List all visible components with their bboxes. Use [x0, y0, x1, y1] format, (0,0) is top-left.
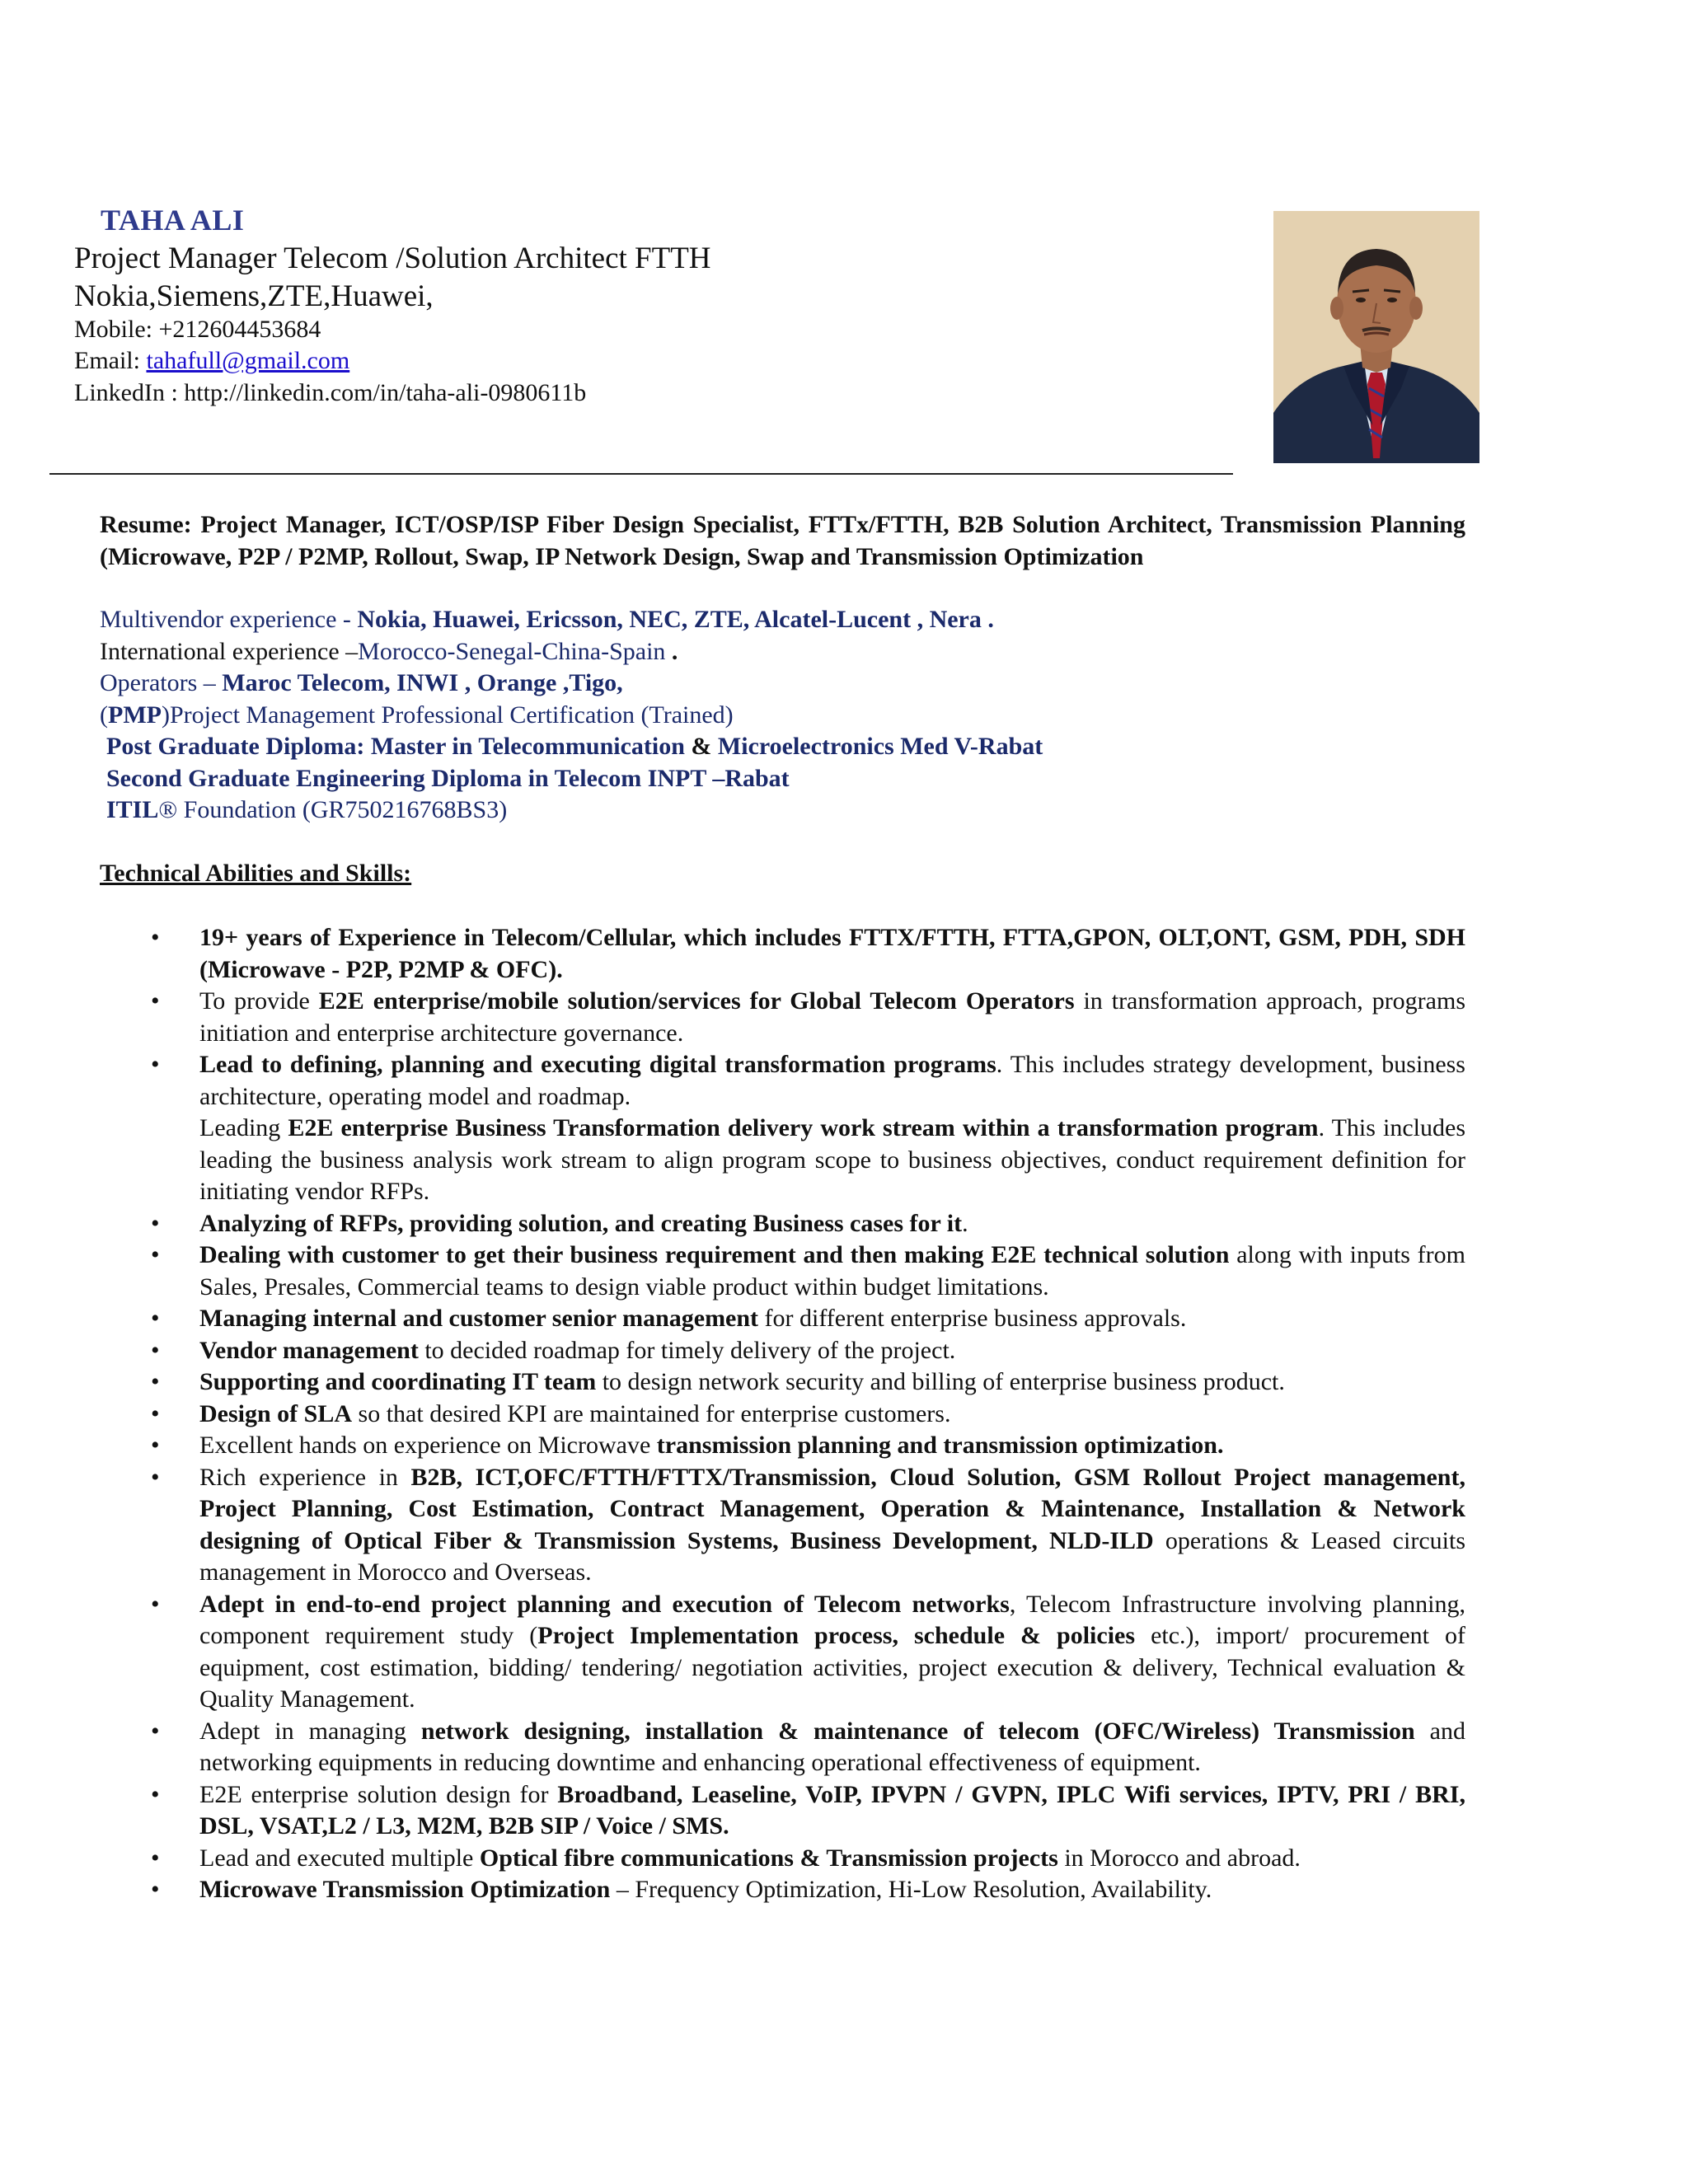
skill-text: . This includes leading the business analysis work stream to align program scope to business objectives, conduct requirement definition for initiating vendor RFPs.	[199, 1114, 1465, 1205]
diploma-master-amp: &	[684, 733, 718, 760]
skill-text: 19+ years of Experience in Telecom/Cellular, which includes FTTX/FTTH, FTTA,GPON, OLT,ONT, GSM, PDH, SDH (Microwave - P2P, P2MP & OFC).	[199, 924, 1465, 983]
skill-item	[100, 1462, 1465, 1589]
skill-text: Adept in end-to-end project planning and execution of Telecom networks	[199, 1590, 1010, 1618]
skill-text: Rich experience in	[199, 1463, 411, 1491]
pmp-text: )Project Management Professional Certification (Trained)	[161, 701, 734, 729]
skills-list	[100, 922, 1465, 1906]
skill-text: etc.), import/ procurement of equipment, cost estimation, bidding/ tendering/ negotiation activities, project execution & delivery, Technical evaluation & Quality Management.	[199, 1622, 1466, 1713]
skill-item	[100, 1049, 1465, 1113]
diploma-master	[100, 731, 1465, 763]
skill-item	[100, 986, 1465, 1049]
diploma-master-text: Post Graduate Diploma: Master in Telecommunication	[106, 733, 685, 760]
skill-item	[100, 1303, 1465, 1335]
skill-text: Design of SLA	[199, 1399, 353, 1427]
pmp-abbr: PMP	[108, 701, 162, 729]
email-label: Email:	[74, 347, 147, 374]
multivendor-label: Multivendor experience -	[100, 606, 358, 633]
skill-text: Lead and executed multiple	[199, 1844, 480, 1872]
skill-text: Vendor management	[199, 1336, 419, 1364]
skill-text: B2B, ICT,OFC/FTTH/FTTX/Transmission, Cloud Solution, GSM Rollout Project management, Project Planning, Cost Estimation, Contract Management, Operation & Maintenance, Installation & Network designing of Optical Fiber & Transmission Systems, Business Development, NLD-ILD	[199, 1463, 1465, 1554]
skill-item	[100, 1335, 1465, 1367]
resume-summary: Resume: Project Manager, ICT/OSP/ISP Fiber Design Specialist, FTTx/FTTH, B2B Solution Architect, Transmission Planning (Microwave, P2P / P2MP, Rollout, Swap, IP Network Design, Swap and Transmission Optimization	[100, 511, 1465, 570]
skill-text: Excellent hands on experience on Microwave	[199, 1432, 657, 1459]
linkedin-url: LinkedIn : http://linkedin.com/in/taha-ali-0980611b	[74, 379, 587, 406]
skill-text: Leading	[199, 1114, 288, 1141]
skill-item	[100, 1843, 1465, 1875]
skill-item	[100, 1779, 1465, 1843]
job-title: Project Manager Telecom /Solution Architect FTTH	[74, 241, 711, 275]
skill-text: so that desired KPI are maintained for enterprise customers.	[352, 1399, 951, 1427]
multivendor-line	[100, 604, 1465, 636]
skill-text: E2E enterprise solution design for	[199, 1780, 558, 1808]
skill-item	[100, 1716, 1465, 1779]
skill-text: operations & Leased circuits management in Morocco and Overseas.	[199, 1526, 1465, 1586]
diploma-master-end: Microelectronics Med V-Rabat	[717, 733, 1043, 760]
skill-text: in transformation approach, programs initiation and enterprise architecture governance.	[199, 987, 1465, 1047]
email-line	[74, 347, 349, 375]
skill-text: to decided roadmap for timely delivery of the project.	[418, 1336, 956, 1364]
skill-item	[100, 1366, 1465, 1399]
skill-item	[100, 922, 1465, 986]
skill-text: .	[962, 1209, 968, 1237]
skill-item	[100, 1240, 1465, 1303]
skill-item	[100, 1430, 1465, 1462]
skill-text: To provide	[199, 987, 319, 1015]
vendor-list: Nokia,Siemens,ZTE,Huawei,	[74, 279, 434, 313]
skill-text: along with inputs from Sales, Presales, Commercial teams to design viable product within budget limitations.	[199, 1241, 1465, 1301]
mobile-number: Mobile: +212604453684	[74, 316, 321, 343]
skill-text: to design network security and billing of enterprise business product.	[596, 1368, 1285, 1395]
skill-text: Analyzing of RFPs, providing solution, and creating Business cases for it	[199, 1209, 963, 1237]
email-link[interactable]: tahafull@gmail.com	[146, 347, 350, 374]
skill-text: – Frequency Optimization, Hi-Low Resolution, Availability.	[610, 1876, 1212, 1903]
skill-text: , Telecom Infrastructure involving planning, component requirement study (	[199, 1590, 1465, 1649]
pmp-line	[100, 700, 1465, 732]
skill-text: . This includes strategy development, business architecture, operating model and roadmap.	[199, 1051, 1465, 1110]
skill-text: Lead to defining, planning and executing digital transformation programs	[199, 1051, 996, 1078]
international-label: International experience –	[100, 637, 359, 665]
operators-list: Maroc Telecom, INWI , Orange ,Tigo,	[222, 669, 623, 696]
itil-text: ® Foundation (GR750216768BS3)	[158, 796, 508, 823]
international-countries: Morocco-Senegal-China-Spain	[358, 637, 666, 665]
operators-label: Operators –	[100, 669, 223, 696]
skill-text: Dealing with customer to get their business requirement and then making E2E technical solution	[199, 1241, 1230, 1268]
skill-text: transmission planning and transmission optimization.	[656, 1432, 1224, 1459]
operators-line	[100, 668, 1465, 700]
skill-text: E2E enterprise Business Transformation delivery work stream within a transformation program	[288, 1114, 1319, 1141]
skill-text: Managing internal and customer senior management	[199, 1305, 759, 1332]
skill-item	[100, 1874, 1465, 1906]
multivendor-list: Nokia, Huawei, Ericsson, NEC, ZTE, Alcatel-Lucent , Nera .	[357, 606, 994, 633]
itil-line	[100, 794, 1465, 827]
skill-item	[100, 1113, 1465, 1208]
itil-abbr: ITIL	[106, 796, 159, 823]
skill-item	[100, 1208, 1465, 1240]
skill-text: for different enterprise business approvals.	[758, 1305, 1187, 1332]
skill-text: Supporting and coordinating IT team	[199, 1368, 597, 1395]
candidate-name: TAHA ALI	[101, 204, 245, 237]
profile-photo	[1273, 211, 1479, 463]
resume-body	[100, 509, 1465, 1906]
skill-text: Broadband, Leaseline, VoIP, IPVPN / GVPN, IPLC Wifi services, IPTV, PRI / BRI, DSL, VSAT,L2 / L3, M2M, B2B SIP / Voice / SMS.	[199, 1780, 1465, 1840]
skill-item	[100, 1589, 1465, 1716]
skill-text: in Morocco and abroad.	[1057, 1844, 1301, 1872]
pmp-open: (	[100, 701, 108, 729]
skill-text: Optical fibre communications & Transmission projects	[479, 1844, 1058, 1872]
skill-text: and networking equipments in reducing downtime and enhancing operational effectiveness of equipment.	[199, 1717, 1465, 1776]
skill-item	[100, 1399, 1465, 1431]
skill-text: network designing, installation & maintenance of telecom (OFC/Wireless) Transmission	[420, 1717, 1415, 1745]
skill-text: Microwave Transmission Optimization	[199, 1876, 611, 1903]
skill-text: Adept in managing	[199, 1717, 421, 1745]
header-divider	[49, 473, 1233, 475]
diploma-engineering: Second Graduate Engineering Diploma in Telecom INPT –Rabat	[106, 764, 790, 792]
skills-heading: Technical Abilities and Skills:	[100, 859, 412, 887]
skill-text: E2E enterprise/mobile solution/services for Global Telecom Operators	[318, 987, 1075, 1015]
international-end: .	[665, 637, 678, 665]
skill-text: Project Implementation process, schedule & policies	[537, 1622, 1136, 1649]
international-line	[100, 636, 1465, 668]
